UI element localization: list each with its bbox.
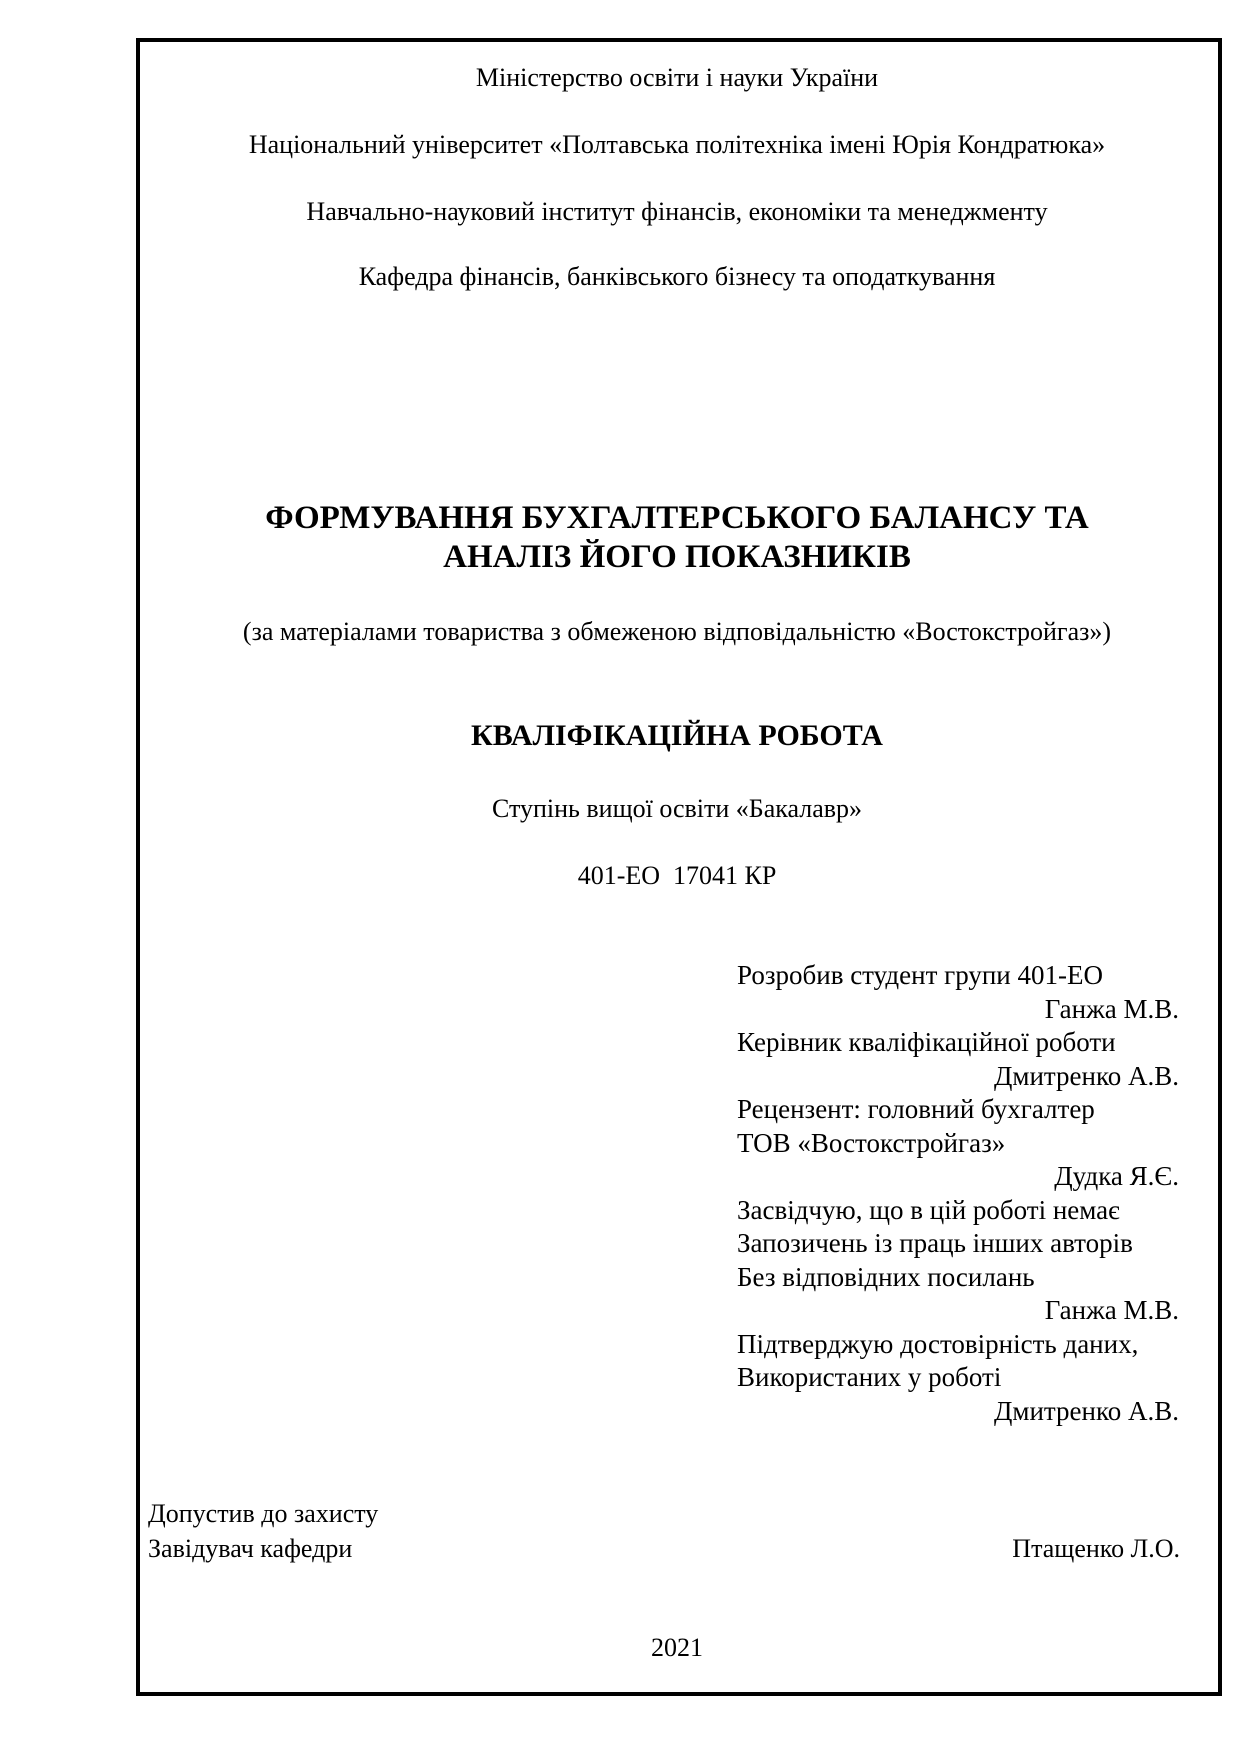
signature-line: Керівник кваліфікаційної роботи bbox=[737, 1027, 1116, 1057]
work-code: 401-ЕО 17041 КР bbox=[577, 861, 777, 890]
signatory-name: Дудка Я.Є. bbox=[1054, 1161, 1179, 1191]
signatory-name: Ганжа М.В. bbox=[1044, 1295, 1179, 1325]
signature-line: ТОВ «Востокстройгаз» bbox=[737, 1127, 1006, 1158]
university: Національний університет «Полтавська політехніка імені Юрія Кондратюка» bbox=[248, 130, 1106, 159]
signature-line: Рецензент: головний бухгалтер bbox=[737, 1094, 1095, 1124]
title-line-2: АНАЛІЗ ЙОГО ПОКАЗНИКІВ bbox=[443, 539, 911, 575]
degree: Ступінь вищої освіти «Бакалавр» bbox=[491, 794, 863, 823]
work-type: КВАЛІФІКАЦІЙНА РОБОТА bbox=[471, 719, 883, 752]
title-line-1: ФОРМУВАННЯ БУХГАЛТЕРСЬКОГО БАЛАНСУ ТА bbox=[265, 500, 1089, 536]
signatory-name: Дмитренко А.В. bbox=[993, 1395, 1179, 1426]
subtitle: (за матеріалами товариства з обмеженою відповідальністю «Востокстройгаз») bbox=[242, 617, 1112, 646]
signature-line: Розробив студент групи 401-ЕО bbox=[737, 960, 1103, 990]
institute: Навчально-науковий інститут фінансів, економіки та менеджменту bbox=[306, 197, 1048, 226]
admitted-label: Допустив до захисту bbox=[148, 1499, 379, 1528]
ministry: Міністерство освіти і науки України bbox=[475, 63, 879, 92]
signature-line: Без відповідних посилань bbox=[737, 1261, 1035, 1292]
signatory-name: Дмитренко А.В. bbox=[993, 1060, 1179, 1091]
signature-line: Засвідчую, що в цій роботі немає bbox=[737, 1194, 1120, 1225]
signature-line: Підтверджую достовірність даних, bbox=[737, 1328, 1139, 1359]
signature-line: Запозичень із праць інших авторів bbox=[737, 1228, 1133, 1258]
year: 2021 bbox=[651, 1633, 703, 1662]
signature-line: Використаних у роботі bbox=[737, 1362, 1002, 1392]
signature-block bbox=[737, 959, 1179, 1428]
department: Кафедра фінансів, банківського бізнесу та оподаткування bbox=[358, 262, 996, 291]
signatory-name: Ганжа М.В. bbox=[1044, 993, 1179, 1024]
head-label: Завідувач кафедри bbox=[148, 1534, 353, 1563]
head-name: Птащенко Л.О. bbox=[1012, 1534, 1180, 1563]
